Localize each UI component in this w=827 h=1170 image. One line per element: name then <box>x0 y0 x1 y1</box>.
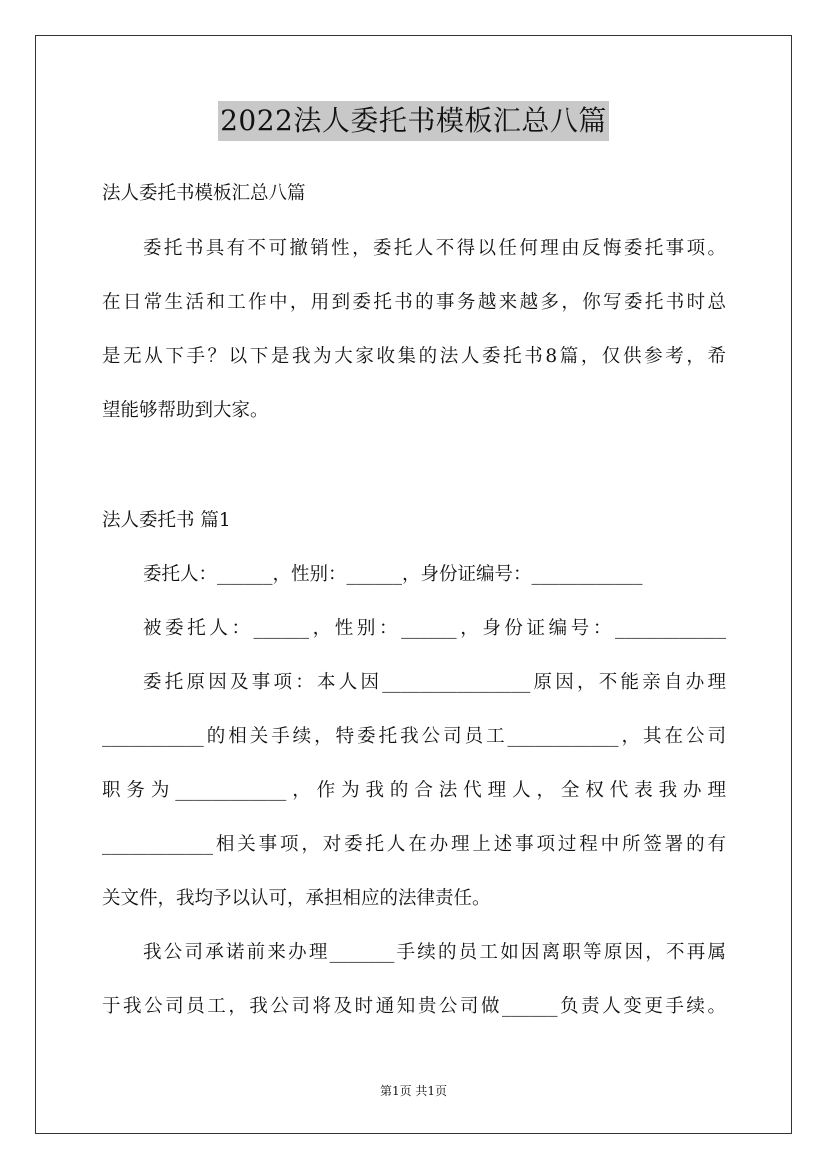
body-line-3: 委托原因及事项：本人因________________原因，不能亲自办理 <box>143 672 726 693</box>
body-line-7: 关文件，我均予以认可，承担相应的法律责任。 <box>102 888 491 909</box>
document-title: 2022法人委托书模板汇总八篇 <box>218 101 609 141</box>
intro-line-1: 委托书具有不可撤销性，委托人不得以任何理由反悔委托事项。 <box>143 238 726 259</box>
body-line-5: 职务为____________，作为我的合法代理人，全权代表我办理 <box>102 780 726 801</box>
body-line-6: ____________相关事项，对委托人在办理上述事项过程中所签署的有 <box>102 834 726 855</box>
body-line-1: 委托人：______，性别：______，身份证编号：____________ <box>143 564 643 585</box>
body-line-4: ___________的相关手续，特委托我公司员工____________，其在公司 <box>102 726 726 747</box>
section-heading: 法人委托书 篇1 <box>102 510 231 531</box>
subtitle: 法人委托书模板汇总八篇 <box>102 183 306 204</box>
intro-line-2: 在日常生活和工作中，用到委托书的事务越来越多，你写委托书时总 <box>102 292 726 313</box>
page-footer: 第1页 共1页 <box>379 1084 448 1098</box>
body-line-9: 于我公司员工，我公司将及时通知贵公司做______负责人变更手续。 <box>102 996 726 1017</box>
document-title-wrapper <box>0 101 827 141</box>
intro-line-3: 是无从下手？以下是我为大家收集的法人委托书8篇，仅供参考，希 <box>102 346 726 367</box>
intro-line-4: 望能够帮助到大家。 <box>102 400 269 421</box>
body-line-2: 被委托人：______，性别：______，身份证编号：____________ <box>143 618 726 639</box>
body-line-8: 我公司承诺前来办理_______手续的员工如因离职等原因，不再属 <box>143 942 726 963</box>
